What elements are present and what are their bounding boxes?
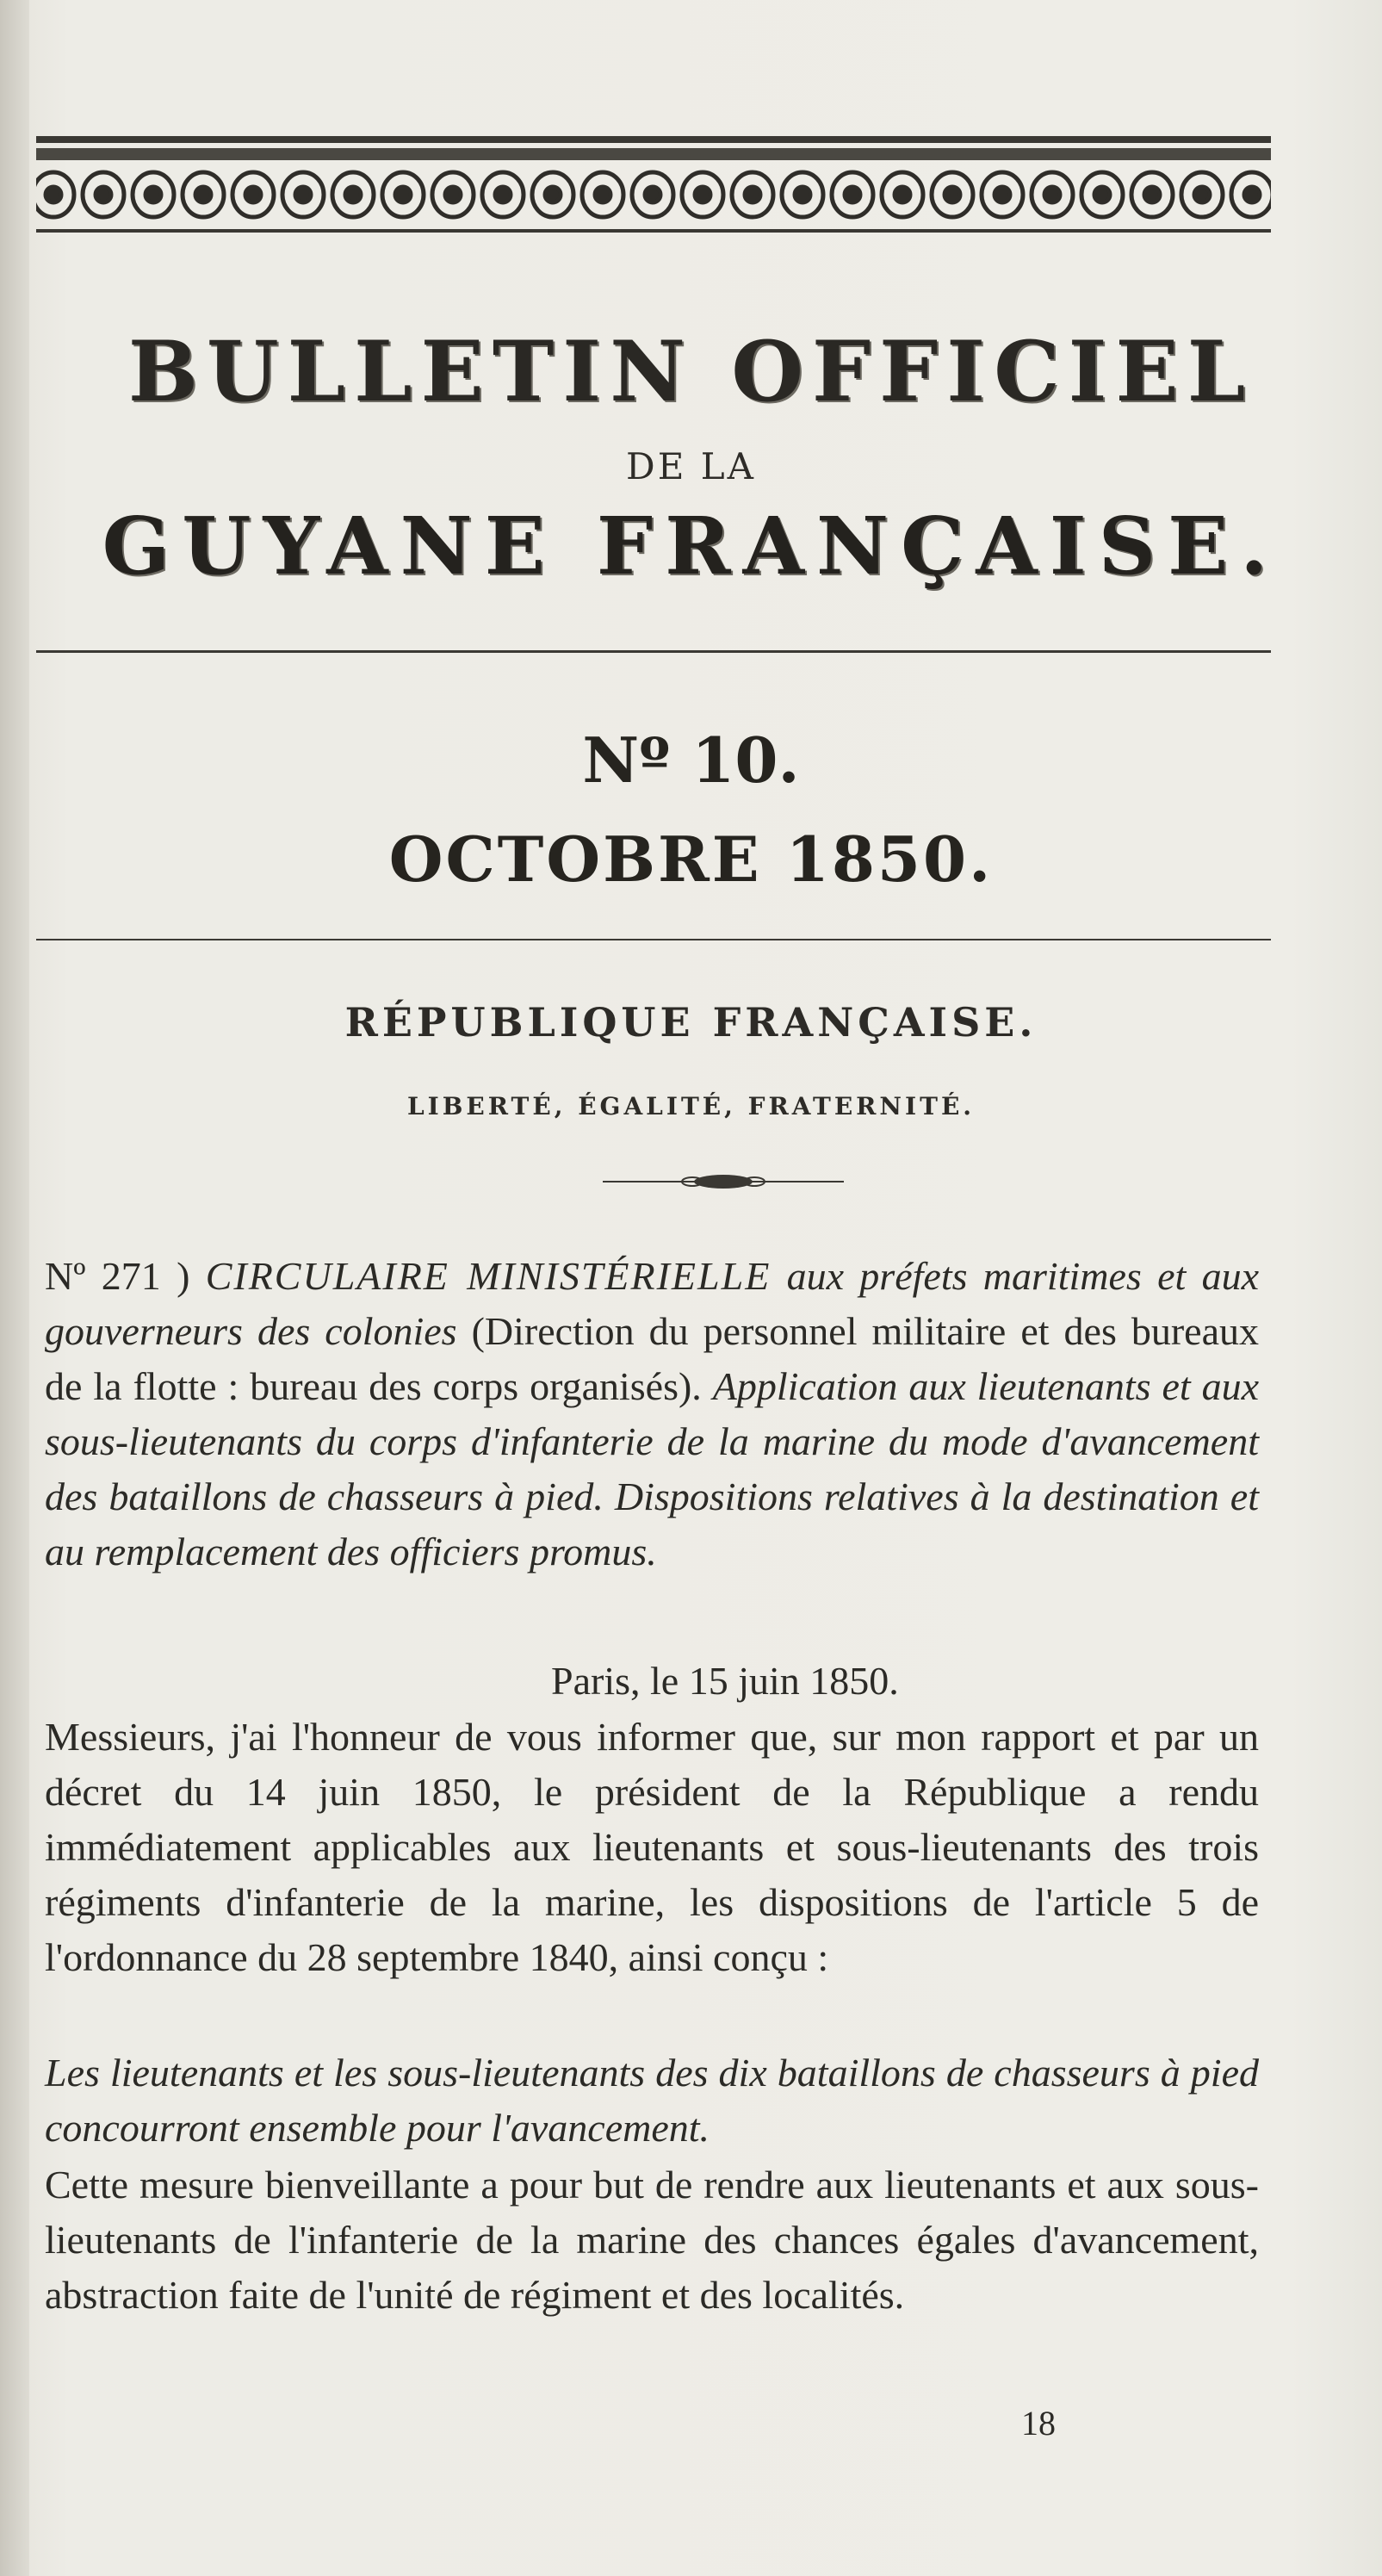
circular-subject: Application aux lieutenants et aux sous-lieutenants du corps d'infanterie de la marine du mode d'avancement des bataillons de chasseurs à pied. Dispositions relatives à la destination et au remplacement des officiers promus. xyxy=(45,1364,1259,1574)
bulletin-title-guyane: GUYANE FRANÇAISE. xyxy=(102,500,1280,593)
header-rule xyxy=(36,650,1271,653)
circular-place-date: Paris, le 15 juin 1850. xyxy=(551,1659,899,1703)
bulletin-title-de-la: DE LA xyxy=(626,445,756,487)
circular-quote: Les lieutenants et les sous-lieutenants des dix bataillons de chasseurs à pied concourront ensemble pour l'avancement. xyxy=(45,2051,1259,2150)
circular-heading: CIRCULAIRE MINISTÉRIELLE xyxy=(205,1254,772,1298)
circular-addressees: aux préfets maritimes et aux gouverneurs des colonies xyxy=(45,1254,1260,1353)
circular-number: Nº 271 ) xyxy=(45,1254,190,1298)
circular-paragraph-1: Messieurs, j'ai l'honneur de vous informer que, sur mon rapport et par un décret du 14 juin 1850, le président de la République a rendu immédiatement applicables aux lieutenants et sous-lieutenants des trois régiments d'infanterie de la marine, les dispositions de l'article 5 de l'ordonnance du 28 septembre 1840, ainsi conçu : xyxy=(45,1715,1259,1979)
bulletin-title: BULLETIN OFFICIEL xyxy=(127,323,1255,420)
issue-date: OCTOBRE 1850. xyxy=(388,822,994,896)
page-number: 18 xyxy=(1021,2404,1056,2443)
separator-ornament xyxy=(603,1171,844,1192)
circular-direction: (Direction du personnel militaire et des bureaux de la flotte : bureau des corps organisés). xyxy=(45,1309,1260,1408)
republic-motto: LIBERTÉ, ÉGALITÉ, FRATERNITÉ. xyxy=(406,1092,976,1120)
decorative-frieze xyxy=(36,136,1271,239)
republic-heading: RÉPUBLIQUE FRANÇAISE. xyxy=(344,999,1038,1046)
circular-introduction xyxy=(45,1249,1259,1580)
issue-rule xyxy=(36,939,1271,940)
issue-number: Nº 10. xyxy=(582,723,800,797)
circular-paragraph-2: Cette mesure bienveillante a pour but de rendre aux lieutenants et aux sous-lieutenants de l'infanterie de la marine des chances égales d'avancement, abstraction faite de l'unité de régiment et des localités. xyxy=(45,2163,1259,2317)
